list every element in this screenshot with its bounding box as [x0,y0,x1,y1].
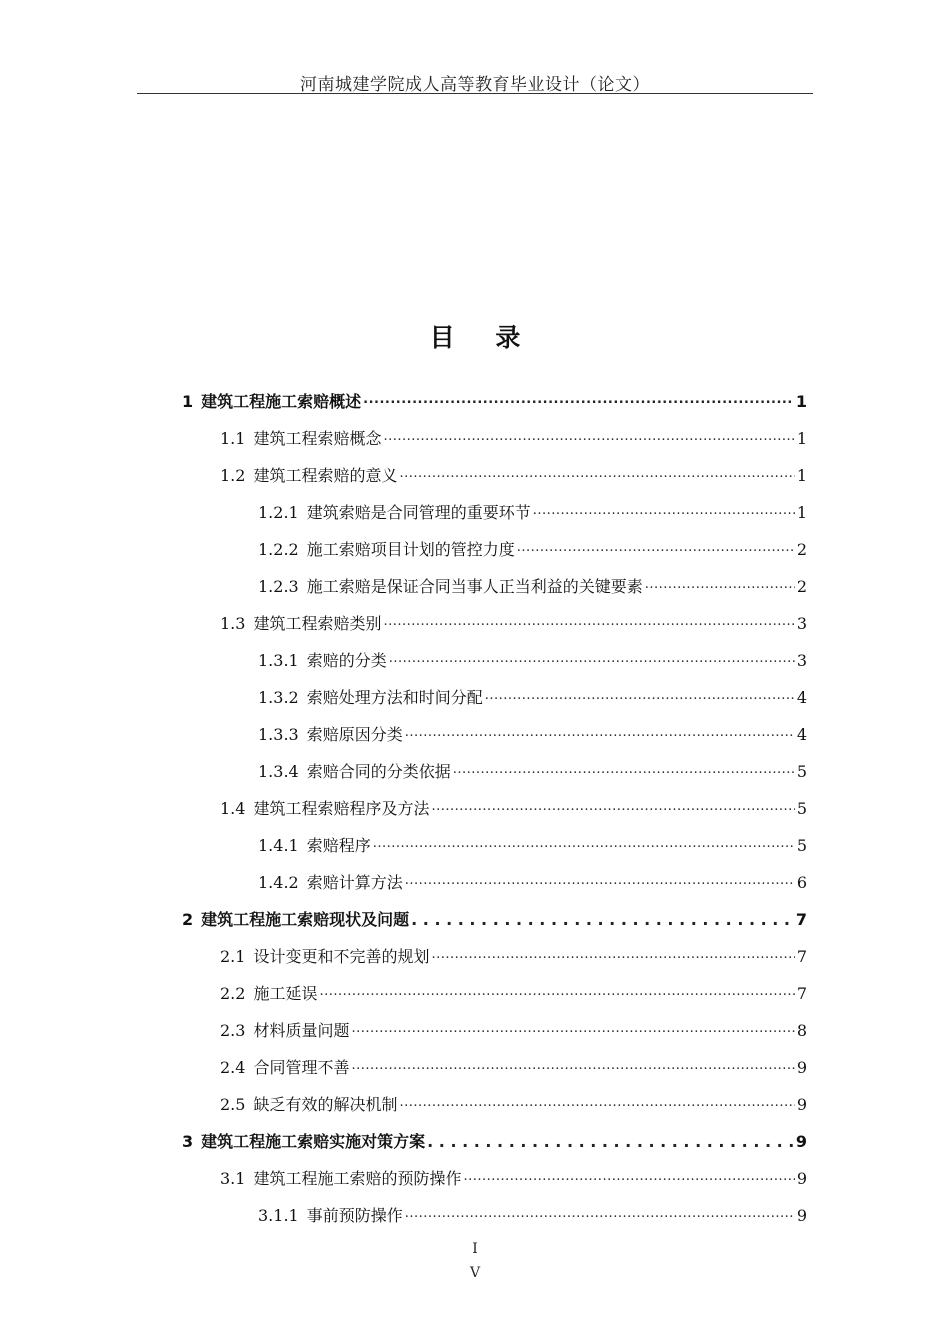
toc-entry-title: 施工索赔项目计划的管控力度 [306,540,515,559]
toc-entry-title: 建筑工程施工索赔的预防操作 [253,1169,462,1188]
toc-entry[interactable] [220,981,807,1005]
toc-entry-title: 索赔的分类 [306,651,387,670]
toc-entry[interactable] [220,796,807,820]
toc-dot-leader [431,946,794,968]
footer-page-number-secondary: V [469,1265,481,1281]
toc-entry[interactable] [258,685,807,709]
toc-entry-page: 9 [796,1169,807,1188]
toc-entry-title: 建筑工程索赔概念 [253,429,382,448]
toc-entry-title: 合同管理不善 [253,1058,350,1077]
toc-dot-leader [411,909,794,931]
toc-entry[interactable] [220,1166,807,1190]
toc-entry-number: 2.2 [220,984,246,1003]
toc-dot-leader [373,835,795,857]
toc-entry-number: 1.3.4 [258,762,299,781]
toc-entry-page: 6 [796,873,807,892]
toc-entry-page: 4 [796,688,807,707]
toc-entry-number: 1.1 [220,429,246,448]
toc-entry-title: 建筑工程索赔程序及方法 [253,799,430,818]
page-header: 河南城建学院成人高等教育毕业设计（论文） [300,75,650,95]
toc-dot-leader [485,687,795,709]
toc-entry[interactable] [258,759,807,783]
toc-dot-leader [399,1094,794,1116]
toc-dot-leader [399,465,794,487]
header-divider [137,93,813,94]
toc-entry-number: 1.2.3 [258,577,299,596]
toc-dot-leader [319,983,794,1005]
toc-entry-page: 7 [796,984,807,1003]
toc-entry[interactable] [220,1092,807,1116]
toc-entry[interactable] [258,833,807,857]
toc-entry-page: 1 [796,466,807,485]
toc-entry-number: 1 [182,392,194,411]
toc-entry-number: 3 [182,1132,194,1151]
toc-entry[interactable] [182,389,807,413]
toc-entry[interactable] [258,722,807,746]
toc-entry-number: 1.3 [220,614,246,633]
toc-entry[interactable] [220,944,807,968]
toc-entry-page: 8 [796,1021,807,1040]
toc-entry[interactable] [220,611,807,635]
toc-entry-title: 设计变更和不完善的规划 [253,947,430,966]
toc-entry-title: 建筑索赔是合同管理的重要环节 [306,503,531,522]
toc-title: 目 录 [429,323,537,352]
toc-dot-leader [383,613,794,635]
toc-entry[interactable] [258,500,807,524]
toc-dot-leader [383,428,794,450]
toc-entry-page: 4 [796,725,807,744]
toc-entry-page: 7 [796,947,807,966]
toc-entry-page: 9 [796,1206,807,1225]
toc-entry-number: 1.2.1 [258,503,299,522]
toc-entry[interactable] [182,1129,807,1153]
toc-dot-leader [427,1131,794,1153]
toc-entry-number: 2.1 [220,947,246,966]
toc-entry-page: 9 [795,1132,807,1151]
toc-dot-leader [405,872,795,894]
toc-entry-page: 9 [796,1095,807,1114]
toc-entry-number: 3.1.1 [258,1206,299,1225]
toc-dot-leader [351,1020,794,1042]
toc-dot-leader [405,724,795,746]
toc-entry[interactable] [258,648,807,672]
toc-entry-title: 材料质量问题 [253,1021,350,1040]
toc-entry-page: 2 [796,577,807,596]
toc-entry-title: 建筑工程索赔的意义 [253,466,398,485]
toc-dot-leader [645,576,795,598]
toc-entry-title: 建筑工程施工索赔实施对策方案 [201,1132,426,1151]
toc-entry-number: 2.4 [220,1058,246,1077]
toc-entry-number: 2.3 [220,1021,246,1040]
toc-entry-page: 3 [796,614,807,633]
toc-dot-leader [463,1168,794,1190]
toc-entry-page: 1 [796,429,807,448]
toc-dot-leader [389,650,795,672]
toc-entry[interactable] [258,870,807,894]
toc-entry-number: 1.3.2 [258,688,299,707]
toc-entry-number: 1.3.1 [258,651,299,670]
toc-entry[interactable] [220,426,807,450]
toc-entry-page: 9 [796,1058,807,1077]
toc-entry-number: 2.5 [220,1095,246,1114]
toc-entry-title: 建筑工程施工索赔现状及问题 [201,910,410,929]
toc-entry-title: 施工延误 [253,984,318,1003]
toc-dot-leader [533,502,795,524]
toc-entry[interactable] [220,1018,807,1042]
toc-entry-title: 索赔程序 [306,836,371,855]
toc-entry-title: 缺乏有效的解决机制 [253,1095,398,1114]
toc-entry-number: 1.2.2 [258,540,299,559]
footer-page-number: I [472,1241,478,1257]
toc-entry-page: 3 [796,651,807,670]
toc-entry-page: 7 [795,910,807,929]
toc-entry-number: 2 [182,910,194,929]
toc-entry-title: 事前预防操作 [306,1206,403,1225]
toc-entry-page: 5 [796,799,807,818]
toc-entry-number: 1.4 [220,799,246,818]
toc-entry[interactable] [258,574,807,598]
toc-entry-page: 1 [795,392,807,411]
toc-entry-title: 索赔原因分类 [306,725,403,744]
toc-entry-page: 5 [796,836,807,855]
toc-dot-leader [431,798,794,820]
toc-entry-page: 2 [796,540,807,559]
toc-dot-leader [453,761,795,783]
toc-entry-number: 3.1 [220,1169,246,1188]
toc-entry-number: 1.3.3 [258,725,299,744]
toc-entry-title: 索赔计算方法 [306,873,403,892]
toc-dot-leader [363,391,794,413]
toc-entry-title: 索赔合同的分类依据 [306,762,451,781]
toc-entry[interactable] [182,907,807,931]
toc-dot-leader [517,539,795,561]
toc-entry-title: 索赔处理方法和时间分配 [306,688,483,707]
toc-entry[interactable] [258,537,807,561]
toc-entry-number: 1.4.2 [258,873,299,892]
toc-entry[interactable] [220,1055,807,1079]
toc-entry-title: 建筑工程施工索赔概述 [201,392,362,411]
toc-entry-number: 1.2 [220,466,246,485]
toc-entry-title: 施工索赔是保证合同当事人正当利益的关键要素 [306,577,643,596]
toc-entry-page: 5 [796,762,807,781]
toc-dot-leader [351,1057,794,1079]
toc-entry[interactable] [220,463,807,487]
toc-entry-title: 建筑工程索赔类别 [253,614,382,633]
toc-entry-number: 1.4.1 [258,836,299,855]
toc-dot-leader [405,1205,795,1227]
toc-entry-page: 1 [796,503,807,522]
toc-entry[interactable] [258,1203,807,1227]
